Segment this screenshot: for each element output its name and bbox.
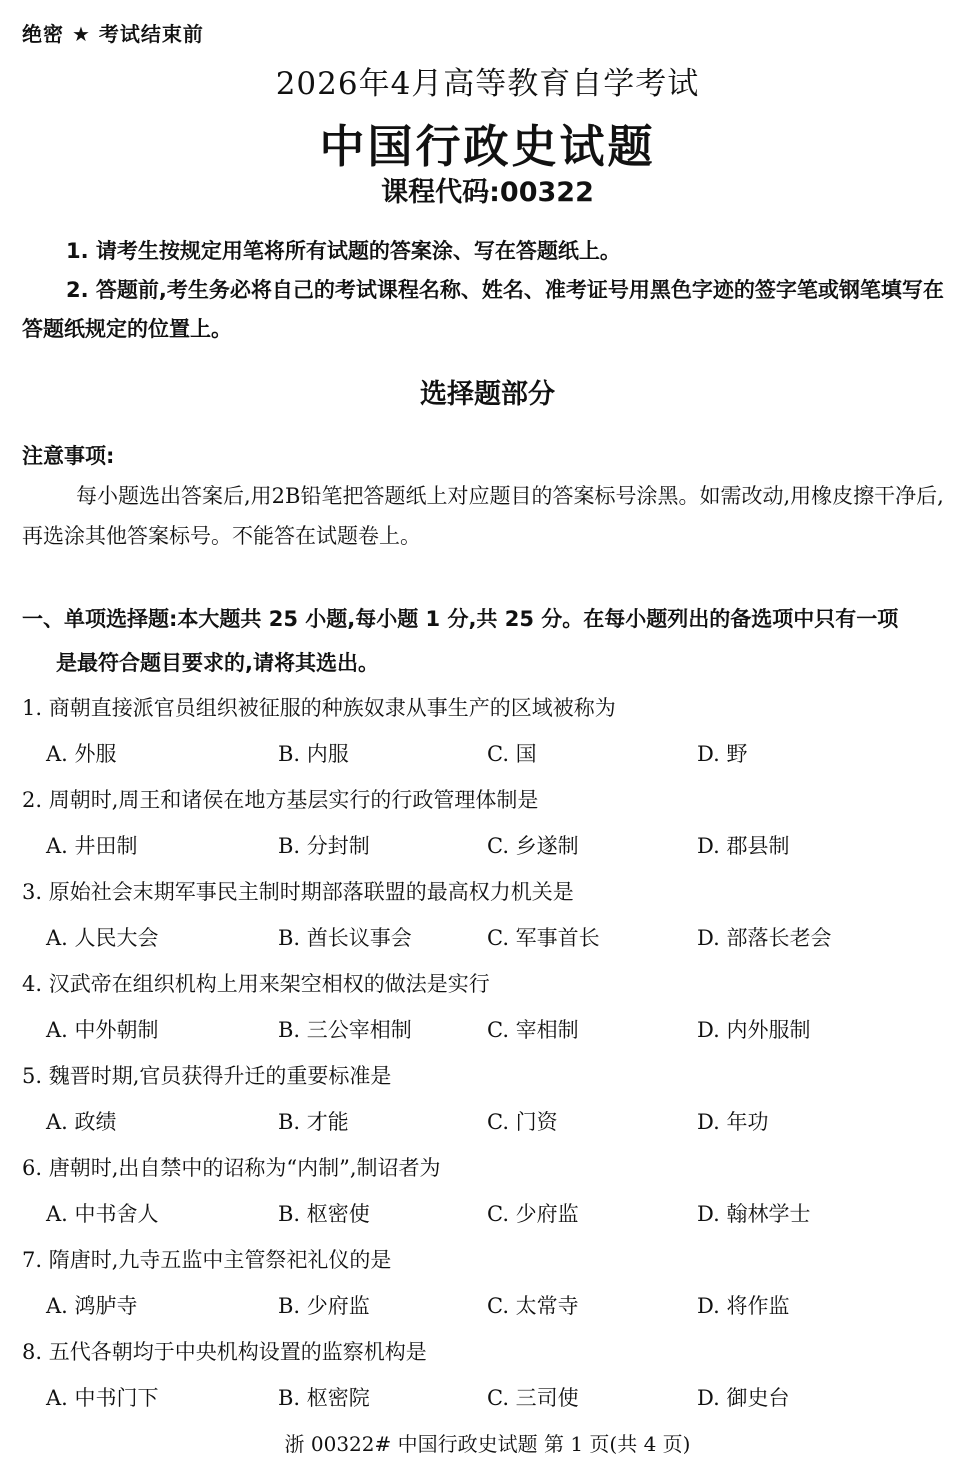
option-b: B. 酋长议事会 — [278, 926, 412, 950]
notice-text: 每小题选出答案后,用2B铅笔把答题纸上对应题目的答案标号涂黑。如需改动,用橡皮擦干净后,再选涂其他答案标号。不能答在试题卷上。 — [22, 484, 944, 548]
option-c: C. 少府监 — [487, 1202, 579, 1226]
question-options — [22, 1194, 954, 1234]
option-c: C. 太常寺 — [487, 1294, 579, 1318]
question-options — [22, 734, 954, 774]
page-title: 中国行政史试题 — [319, 120, 656, 173]
general-instructions — [22, 232, 954, 349]
question-item — [22, 1240, 954, 1332]
option-d: D. 年功 — [697, 1110, 769, 1134]
question-item — [22, 872, 954, 964]
option-b: B. 才能 — [278, 1110, 349, 1134]
option-c: C. 门资 — [487, 1110, 558, 1134]
option-a: A. 人民大会 — [46, 926, 159, 950]
option-c: C. 国 — [487, 742, 537, 766]
question-options — [22, 1286, 954, 1326]
option-b: B. 枢密院 — [278, 1386, 370, 1410]
instruction-item: 2. 答题前,考生务必将自己的考试课程名称、姓名、准考证号用黑色字迹的签字笔或钢笔填写在答题纸规定的位置上。 — [22, 278, 944, 341]
section-title: 选择题部分 — [420, 379, 555, 410]
option-b: B. 三公宰相制 — [278, 1018, 412, 1042]
option-c: C. 军事首长 — [487, 926, 600, 950]
exam-session-line: 2026年4月高等教育自学考试 — [275, 66, 700, 102]
question-list — [22, 688, 954, 1424]
question-options — [22, 1378, 954, 1418]
question-stem: 4. 汉武帝在组织机构上用来架空相权的做法是实行 — [22, 972, 490, 996]
question-stem: 1. 商朝直接派官员组织被征服的种族奴隶从事生产的区域被称为 — [22, 696, 616, 720]
option-d: D. 郡县制 — [697, 834, 790, 858]
page-footer: 浙 00322# 中国行政史试题 第 1 页(共 4 页) — [284, 1432, 691, 1456]
secrecy-label: 绝密 ★ 考试结束前 — [22, 22, 204, 46]
part-one-heading-line: 一、单项选择题:本大题共 25 小题,每小题 1 分,共 25 分。在每小题列出的备选项中只有一项 — [22, 607, 899, 631]
option-b: B. 内服 — [278, 742, 349, 766]
option-b: B. 少府监 — [278, 1294, 370, 1318]
option-a: A. 外服 — [46, 742, 117, 766]
question-item — [22, 1332, 954, 1424]
question-stem: 3. 原始社会末期军事民主制时期部落联盟的最高权力机关是 — [22, 880, 574, 904]
question-stem: 5. 魏晋时期,官员获得升迁的重要标准是 — [22, 1064, 392, 1088]
option-a: A. 井田制 — [46, 834, 138, 858]
part-one-heading-line: 是最符合题目要求的,请将其选出。 — [56, 651, 379, 675]
option-d: D. 野 — [697, 742, 748, 766]
option-a: A. 中书舍人 — [46, 1202, 159, 1226]
question-stem: 2. 周朝时,周王和诸侯在地方基层实行的行政管理体制是 — [22, 788, 539, 812]
option-a: A. 中外朝制 — [46, 1018, 159, 1042]
question-options — [22, 1102, 954, 1142]
question-stem: 7. 隋唐时,九寺五监中主管祭祀礼仪的是 — [22, 1248, 392, 1272]
question-options — [22, 826, 954, 866]
instruction-item: 1. 请考生按规定用笔将所有试题的答案涂、写在答题纸上。 — [66, 239, 621, 263]
question-item — [22, 964, 954, 1056]
question-options — [22, 1010, 954, 1050]
option-a: A. 政绩 — [46, 1110, 117, 1134]
option-a: A. 鸿胪寺 — [46, 1294, 138, 1318]
option-d: D. 内外服制 — [697, 1018, 811, 1042]
question-stem: 8. 五代各朝均于中央机构设置的监察机构是 — [22, 1340, 427, 1364]
option-d: D. 部落长老会 — [697, 926, 832, 950]
notice-heading: 注意事项: — [22, 444, 115, 468]
question-item — [22, 1056, 954, 1148]
option-d: D. 将作监 — [697, 1294, 790, 1318]
option-d: D. 御史台 — [697, 1386, 790, 1410]
option-b: B. 分封制 — [278, 834, 370, 858]
option-c: C. 三司使 — [487, 1386, 579, 1410]
option-c: C. 乡遂制 — [487, 834, 579, 858]
course-code: 课程代码:00322 — [381, 177, 594, 208]
question-item — [22, 780, 954, 872]
question-item — [22, 1148, 954, 1240]
question-item — [22, 688, 954, 780]
option-b: B. 枢密使 — [278, 1202, 370, 1226]
option-c: C. 宰相制 — [487, 1018, 579, 1042]
option-d: D. 翰林学士 — [697, 1202, 811, 1226]
question-stem: 6. 唐朝时,出自禁中的诏称为“内制”,制诏者为 — [22, 1156, 441, 1180]
option-a: A. 中书门下 — [46, 1386, 159, 1410]
question-options — [22, 918, 954, 958]
part-one-heading — [22, 597, 954, 685]
